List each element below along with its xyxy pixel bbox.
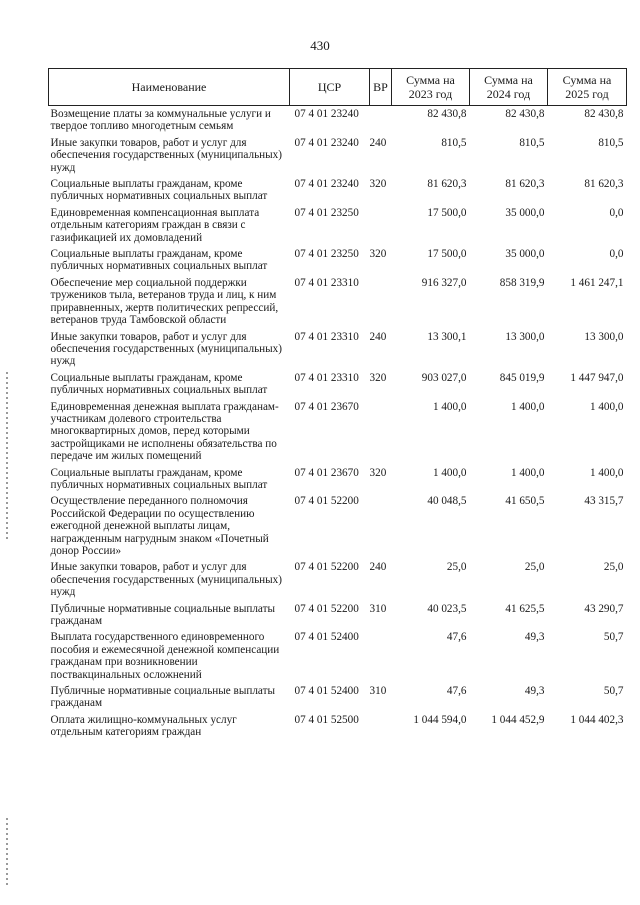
table-row xyxy=(49,207,627,248)
cell-sum-2023: 1 400,0 xyxy=(432,400,467,413)
cell-name: Единовременная компенсационная выплата отдельным категориям граждан в связи с газификацией их домовладений xyxy=(50,206,260,244)
cell-sum-2023: 40 023,5 xyxy=(427,602,467,615)
table-body xyxy=(49,106,627,743)
cell-csr: 07 4 01 23240 xyxy=(294,136,359,149)
cell-vr: 320 xyxy=(369,371,387,384)
cell-vr: 310 xyxy=(369,685,387,698)
cell-name: Единовременная денежная выплата гражданам-участникам долевого строительства многоквартирных домов, перед которыми застройщиками не исполнены обязательства по передаче им жилых помещений xyxy=(50,400,279,463)
cell-sum-2023: 17 500,0 xyxy=(427,206,467,219)
cell-csr: 07 4 01 23670 xyxy=(294,466,359,479)
cell-sum-2025: 43 315,7 xyxy=(584,495,624,508)
table-row xyxy=(49,137,627,178)
table-row xyxy=(49,331,627,372)
table-row xyxy=(49,685,627,714)
cell-vr xyxy=(370,277,392,331)
cell-csr: 07 4 01 52200 xyxy=(294,495,359,508)
cell-sum-2025: 1 461 247,1 xyxy=(570,276,624,289)
header-sum-2024: Сумма на 2024 год xyxy=(470,69,548,106)
cell-csr: 07 4 01 52400 xyxy=(294,685,359,698)
table-row xyxy=(49,603,627,632)
cell-sum-2023: 17 500,0 xyxy=(427,248,467,261)
cell-sum-2025: 81 620,3 xyxy=(584,178,624,191)
cell-sum-2025: 43 290,7 xyxy=(584,602,624,615)
cell-csr: 07 4 01 23250 xyxy=(294,248,359,261)
cell-vr xyxy=(370,106,392,137)
table-header xyxy=(49,69,627,106)
cell-sum-2024: 845 019,9 xyxy=(499,371,545,384)
header-vr: ВР xyxy=(370,69,392,106)
cell-name: Публичные нормативные социальные выплаты гражданам xyxy=(50,685,276,710)
cell-sum-2024: 810,5 xyxy=(519,136,545,149)
cell-vr xyxy=(370,631,392,685)
header-csr: ЦСР xyxy=(290,69,370,106)
cell-csr: 07 4 01 23240 xyxy=(294,178,359,191)
table-row xyxy=(49,401,627,467)
cell-sum-2024: 81 620,3 xyxy=(505,178,545,191)
header-sum-2025: Сумма на 2025 год xyxy=(548,69,627,106)
cell-name: Социальные выплаты гражданам, кроме публичных нормативных социальных выплат xyxy=(50,178,268,203)
cell-name: Иные закупки товаров, работ и услуг для обеспечения государственных (муниципальных) нужд xyxy=(50,330,282,368)
cell-sum-2024: 41 650,5 xyxy=(505,495,545,508)
table-row xyxy=(49,495,627,561)
cell-sum-2024: 82 430,8 xyxy=(505,108,545,120)
cell-csr: 07 4 01 52200 xyxy=(294,561,359,574)
cell-sum-2023: 903 027,0 xyxy=(421,371,467,384)
cell-csr: 07 4 01 52500 xyxy=(294,713,359,726)
cell-sum-2023: 1 044 594,0 xyxy=(413,713,467,726)
cell-sum-2025: 50,7 xyxy=(603,631,624,644)
cell-sum-2025: 1 400,0 xyxy=(589,466,624,479)
table-row xyxy=(49,178,627,207)
cell-sum-2023: 47,6 xyxy=(446,685,467,698)
cell-name: Оплата жилищно-коммунальных услуг отдельным категориям граждан xyxy=(50,713,237,739)
cell-name: Иные закупки товаров, работ и услуг для обеспечения государственных (муниципальных) нужд xyxy=(50,561,282,599)
cell-vr: 320 xyxy=(369,466,387,479)
cell-name: Осуществление переданного полномочия Российской Федерации по осуществлению ежегодной денежной выплаты лицам, награжденным нагрудным знаком «Почетный донор России» xyxy=(50,495,269,557)
cell-vr xyxy=(370,207,392,248)
cell-name: Социальные выплаты гражданам, кроме публичных нормативных социальных выплат xyxy=(50,466,268,491)
cell-name: Социальные выплаты гражданам, кроме публичных нормативных социальных выплат xyxy=(50,248,268,273)
table-row xyxy=(49,631,627,685)
cell-sum-2024: 13 300,0 xyxy=(505,330,545,343)
header-sum-2023: Сумма на 2023 год xyxy=(392,69,470,106)
cell-sum-2023: 13 300,1 xyxy=(427,330,467,343)
table-row xyxy=(49,106,627,137)
table-row xyxy=(49,467,627,496)
cell-sum-2023: 1 400,0 xyxy=(432,466,467,479)
cell-sum-2025: 1 044 402,3 xyxy=(570,713,624,726)
cell-sum-2023: 82 430,8 xyxy=(427,108,467,120)
cell-vr xyxy=(370,401,392,467)
cell-sum-2024: 1 400,0 xyxy=(510,400,545,413)
page-number: 430 xyxy=(310,38,330,53)
header-name: Наименование xyxy=(49,69,290,106)
cell-sum-2024: 49,3 xyxy=(524,685,545,698)
cell-csr: 07 4 01 23310 xyxy=(294,276,359,289)
cell-sum-2025: 82 430,8 xyxy=(584,108,624,120)
cell-name: Иные закупки товаров, работ и услуг для обеспечения государственных (муниципальных) нужд xyxy=(50,136,282,174)
scan-edge-mark xyxy=(6,372,8,540)
cell-sum-2025: 25,0 xyxy=(603,561,624,574)
cell-sum-2025: 0,0 xyxy=(609,248,624,261)
cell-sum-2024: 35 000,0 xyxy=(505,248,545,261)
cell-csr: 07 4 01 23240 xyxy=(294,108,359,120)
cell-sum-2023: 81 620,3 xyxy=(427,178,467,191)
cell-sum-2025: 1 447 947,0 xyxy=(570,371,624,384)
cell-sum-2025: 50,7 xyxy=(603,685,624,698)
table-row xyxy=(49,277,627,331)
scan-edge-mark xyxy=(6,818,8,888)
cell-sum-2024: 858 319,9 xyxy=(499,276,545,289)
cell-sum-2024: 25,0 xyxy=(524,561,545,574)
cell-sum-2023: 40 048,5 xyxy=(427,495,467,508)
cell-vr: 320 xyxy=(369,178,387,191)
cell-sum-2025: 0,0 xyxy=(609,206,624,219)
table-row xyxy=(49,372,627,401)
cell-sum-2024: 49,3 xyxy=(524,631,545,644)
cell-csr: 07 4 01 52200 xyxy=(294,602,359,615)
budget-table xyxy=(48,68,627,743)
cell-sum-2023: 810,5 xyxy=(441,136,467,149)
table-row xyxy=(49,561,627,602)
cell-vr: 240 xyxy=(369,330,387,343)
cell-csr: 07 4 01 23670 xyxy=(294,400,359,413)
cell-name: Социальные выплаты гражданам, кроме публичных нормативных социальных выплат xyxy=(50,371,268,397)
cell-sum-2025: 1 400,0 xyxy=(589,400,624,413)
cell-sum-2025: 810,5 xyxy=(598,136,624,149)
cell-sum-2023: 47,6 xyxy=(446,631,467,644)
cell-csr: 07 4 01 23250 xyxy=(294,206,359,219)
cell-sum-2024: 1 044 452,9 xyxy=(491,713,545,726)
cell-csr: 07 4 01 52400 xyxy=(294,631,359,644)
cell-sum-2023: 916 327,0 xyxy=(421,276,467,289)
cell-sum-2025: 13 300,0 xyxy=(584,330,624,343)
cell-name: Публичные нормативные социальные выплаты гражданам xyxy=(50,602,276,628)
cell-sum-2024: 35 000,0 xyxy=(505,206,545,219)
cell-sum-2024: 1 400,0 xyxy=(510,466,545,479)
cell-vr xyxy=(370,714,392,743)
cell-vr xyxy=(370,495,392,561)
cell-csr: 07 4 01 23310 xyxy=(294,330,359,343)
cell-vr: 320 xyxy=(369,248,387,261)
cell-sum-2024: 41 625,5 xyxy=(505,602,545,615)
table-row xyxy=(49,714,627,743)
cell-vr: 310 xyxy=(369,602,387,615)
cell-sum-2023: 25,0 xyxy=(446,561,467,574)
cell-csr: 07 4 01 23310 xyxy=(294,371,359,384)
cell-name: Возмещение платы за коммунальные услуги и твердое топливо многодетным семьям xyxy=(50,108,271,133)
table-row xyxy=(49,248,627,277)
cell-name: Обеспечение мер социальной поддержки тружеников тыла, ветеранов труда и лиц, к ним приравненных, жертв политических репрессий, ветеранов труда Тамбовской области xyxy=(50,276,279,327)
cell-vr: 240 xyxy=(369,136,387,149)
cell-name: Выплата государственного единовременного пособия и ежемесячной денежной компенсации гражданам при возникновении поствакцинальных осложнений xyxy=(50,631,280,681)
cell-vr: 240 xyxy=(369,561,387,574)
